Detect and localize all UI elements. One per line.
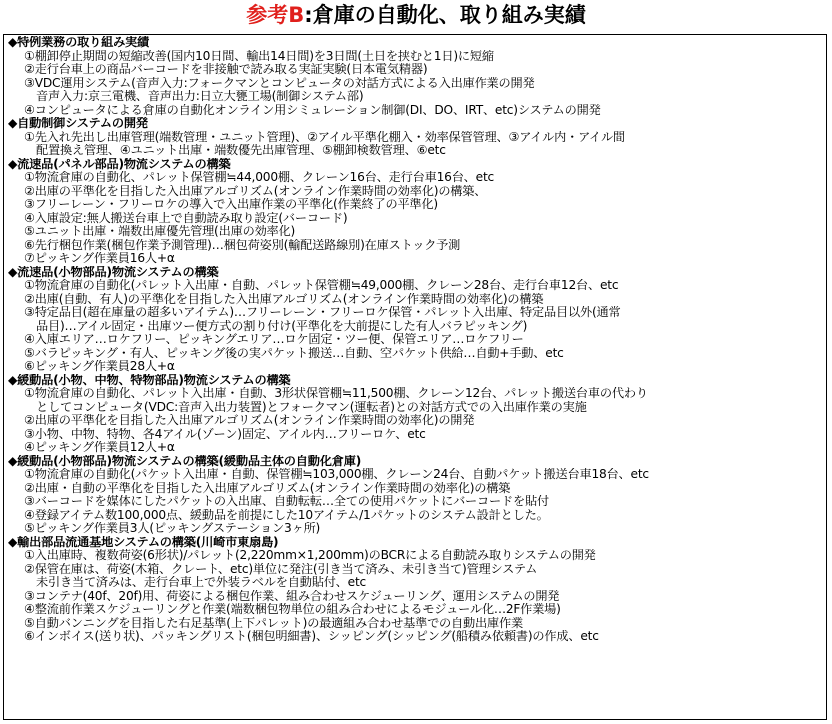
- section-item: ①棚卸停止期間の短縮改善(国内10日間、輸出14日間)を3日間(土日を挟むと1日)に短縮: [24, 49, 494, 63]
- section-item: ③VDC運用システム(音声入力:フォークマンとコンピュータの対話方式による入出庫作業の開発: [24, 76, 535, 90]
- title-text: :倉庫の自動化、取り組み実績: [304, 3, 586, 27]
- section-item: 配置換え管理、④ユニット出庫・端数優先出庫管理、⑤棚卸検数管理、⑥etc: [36, 144, 446, 157]
- section-heading: ◆流速品(パネル部品)物流システムの構築: [8, 157, 231, 171]
- section-item: ②保管在庫は、荷姿(木箱、クレート、etc)単位に発注(引き当て済み、未引き当て)管理システム: [24, 562, 538, 576]
- section-item: ②出庫の平準化を目指した入出庫アルゴリズム(オンライン作業時間の効率化)の開発: [24, 414, 475, 427]
- achievements-box: [3, 34, 827, 720]
- section-item: ②出庫(自動、有人)の平準化を目指した入出庫アルゴリズム(オンライン作業時間の効率化)の構築: [24, 292, 544, 306]
- section-item: ⑤ピッキング作業員3人(ピッキングステーション3ヶ所): [24, 522, 321, 535]
- section-item: ②走行台車上の商品バーコードを非接触で読み取る実証実験(日本電気精器): [24, 63, 428, 76]
- section-item: ⑦ピッキング作業員16人+α: [24, 252, 175, 265]
- section-item: ⑥インボイス(送り状)、パッキングリスト(梱包明細書)、シッピング(シッピング(船積み依頼書)の作成、etc: [24, 630, 599, 643]
- section-item: ①物流倉庫の自動化(パレット入出庫・自動、パレット保管棚≒49,000棚、クレーン28台、走行台車12台、etc: [24, 279, 619, 292]
- section-item: ①物流倉庫の自動化(パケット入出庫・自動、保管棚≒103,000棚、クレーン24台、自動パケット搬送台車18台、etc: [24, 468, 649, 481]
- section-item: ③特定品目(超在庫量の超多いアイテム)…フリーレーン・フリーロケ保管・パレット入出庫、特定品目以外(通常: [24, 306, 621, 319]
- section-item: ⑤バラピッキング・有人、ピッキング後の実パケット搬送…自動、空パケット供給…自動+手動、etc: [24, 346, 564, 360]
- title-prefix: 参考B: [246, 3, 305, 27]
- section-item: ④入庫設定:無人搬送台車上で自動読み取り設定(バーコード): [24, 211, 348, 225]
- section-item: ④ピッキング作業員12人+α: [24, 441, 175, 454]
- section-item: ⑥ピッキング作業員28人+α: [24, 360, 175, 373]
- section-heading: ◆緩動品(小物、中物、特物部品)物流システムの構築: [8, 373, 291, 387]
- section-item: としてコンピュータ(VDC:音声入出力装置)とフォークマン(運転者)との対話方式での入出庫作業の実施: [36, 400, 587, 414]
- section-item: ②出庫の平準化を目指した入出庫アルゴリズム(オンライン作業時間の効率化)の構築、: [24, 184, 487, 198]
- section-heading: ◆輸出部品流通基地システムの構築(川崎市東扇島): [8, 535, 279, 549]
- section-item: 音声入力:京三電機、音声出力:日立大甕工場(制御システム部): [36, 90, 364, 103]
- section-item: ⑤自動バンニングを目指した右足基準(上下パレット)の最適組み合わせ基準での自動出庫作業: [24, 616, 523, 630]
- section-item: ①物流倉庫の自動化、パレット入出庫・自動、3形状保管棚≒11,500棚、クレーン12台、パレット搬送台車の代わり: [24, 387, 648, 400]
- section-item: ⑥先行梱包作業(梱包作業予測管理)…梱包荷姿別(輸配送路線別)在庫ストック予測: [24, 238, 461, 252]
- section-item: ①先入れ先出し出庫管理(端数管理・ユニット管理)、②アイル平準化棚入・効率保管管理、③アイル内・アイル間: [24, 130, 625, 144]
- section-heading: ◆特例業務の取り組み実績: [8, 36, 150, 49]
- section-item: ③バーコードを媒体にしたパケットの入出庫、自動転転…全ての使用パケットにバーコードを貼付: [24, 495, 549, 508]
- section-item: ③フリーレーン・フリーロケの導入で入出庫作業の平準化(作業終了の平準化): [24, 198, 438, 211]
- section-item: ③コンテナ(40f、20f)用、荷姿による梱包作業、組み合わせスケジューリング、運用システムの開発: [24, 589, 560, 603]
- section-heading: ◆緩動品(小物部品)物流システムの構築(緩動品主体の自動化倉庫): [8, 454, 362, 468]
- section-item: ④コンピュータによる倉庫の自動化オンライン用シミュレーション制御(DI、DO、IRT、etc)システムの開発: [24, 103, 601, 117]
- section-item: ④整流前作業スケジューリングと作業(端数梱包物単位の組み合わせによるモジュール化…2F作業場): [24, 603, 561, 616]
- section-item: ②出庫・自動の平準化を目指した入出庫アルゴリズム(オンライン作業時間の効率化)の構築: [24, 481, 511, 495]
- section-item: ④登録アイテム数100,000点、緩動品を前提にした10アイテム/1パケットのシステム設計とした。: [24, 508, 549, 522]
- section-item: 品目)…アイル固定・出庫ツー便方式の割り付け(平準化を大前提にした有人バラピッキング): [36, 319, 528, 333]
- section-item: ④入庫エリア…ロケフリー、ピッキングエリア…ロケ固定・ツー便、保管エリア…ロケフリー: [24, 333, 524, 346]
- section-heading: ◆流速品(小物部品)物流システムの構築: [8, 265, 219, 279]
- section-item: ⑤ユニット出庫・端数出庫優先管理(出庫の効率化): [24, 225, 296, 238]
- section-heading: ◆自動制御システムの開発: [8, 117, 148, 130]
- section-item: 未引き当て済みは、走行台車上で外装ラベルを自動貼付、etc: [36, 576, 367, 589]
- section-item: ①入出庫時、複数荷姿(6形状)/パレット(2,220mm×1,200mm)のBCRによる自動読み取りシステムの開発: [24, 549, 596, 562]
- section-item: ③小物、中物、特物、各4アイル(ゾーン)固定、アイル内…フリーロケ、etc: [24, 427, 426, 441]
- section-item: ①物流倉庫の自動化、パレット保管棚≒44,000棚、クレーン16台、走行台車16台、etc: [24, 171, 495, 184]
- page-title: [0, 0, 832, 30]
